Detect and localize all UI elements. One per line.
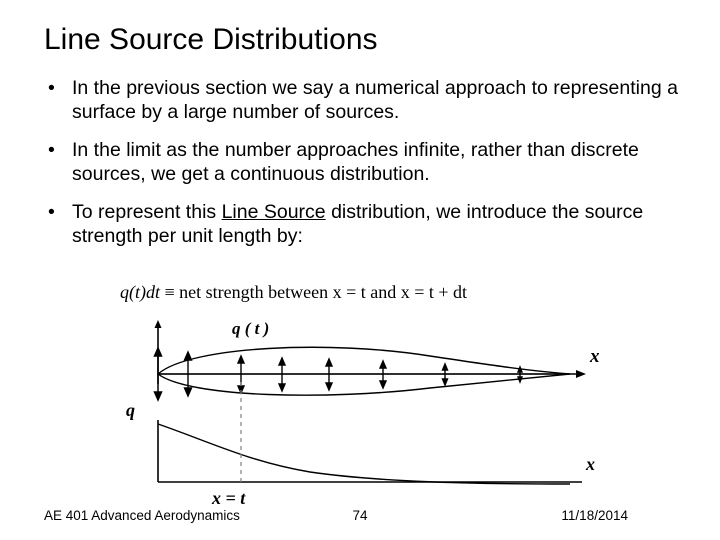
x-equals-t-label: x = t xyxy=(212,488,246,507)
equation xyxy=(120,282,467,303)
line-source-emphasis: Line Source xyxy=(221,201,326,223)
q-distribution-curve xyxy=(158,424,570,484)
footer-course: AE 401 Advanced Aerodynamics xyxy=(44,508,240,523)
equation-relation: ≡ xyxy=(164,282,175,302)
bullet-marker: • xyxy=(48,201,55,223)
line-source-figure xyxy=(100,312,620,507)
q-axis-label: q xyxy=(126,400,135,420)
list-item-text: To represent this Line Source distribution, we introduce the source strength per unit length by: xyxy=(72,201,644,247)
bottom-plot-axes xyxy=(158,420,582,482)
list-item-text: In the limit as the number approaches infinite, rather than discrete sources, we get a continuous distribution. xyxy=(72,139,639,185)
list-item xyxy=(44,200,684,248)
bullet-list xyxy=(44,76,684,262)
footer-date: 11/18/2014 xyxy=(561,508,628,523)
bullet-marker: • xyxy=(48,139,55,161)
figure-svg xyxy=(100,312,620,507)
bottom-x-axis-label: x xyxy=(586,454,595,474)
slide-footer xyxy=(0,508,720,532)
bullet-marker: • xyxy=(48,77,55,99)
equation-rhs: net strength between x = t and x = t + dt xyxy=(179,282,468,302)
equation-lhs: q(t)dt xyxy=(120,282,160,302)
top-x-axis-label: x xyxy=(590,346,600,367)
page-title: Line Source Distributions xyxy=(44,23,378,56)
list-item-text: In the previous section we say a numerical approach to representing a surface by a large number of sources. xyxy=(72,77,678,123)
list-item xyxy=(44,138,684,186)
list-item xyxy=(44,76,684,124)
airfoil-outline xyxy=(158,347,570,395)
q-of-t-label: q ( t ) xyxy=(232,319,270,338)
footer-page-number: 74 xyxy=(352,508,368,523)
